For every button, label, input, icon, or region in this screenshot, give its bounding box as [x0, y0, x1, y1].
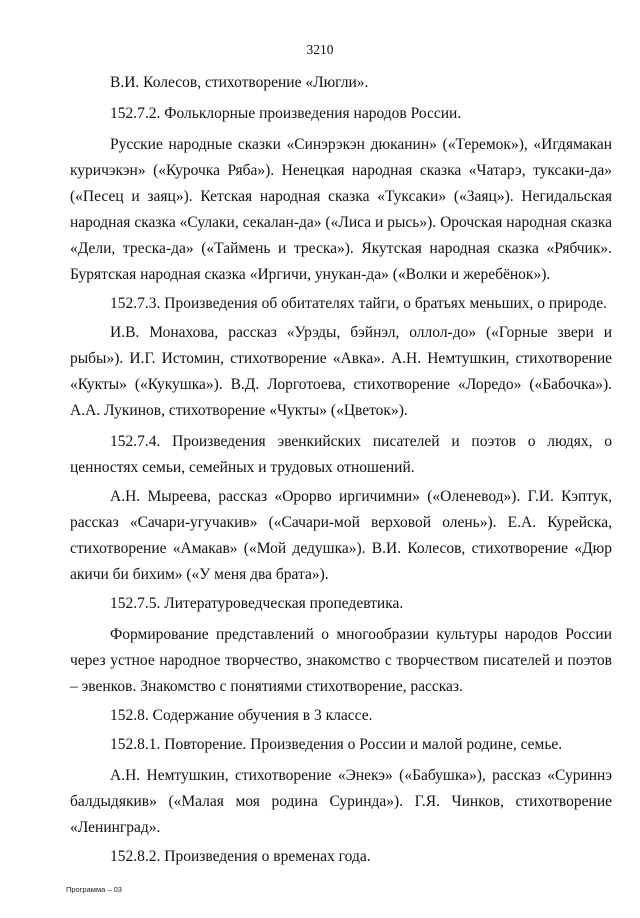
- document-body: [70, 70, 612, 870]
- paragraph-taiga-works: И.В. Монахова, рассказ «Урэды, бэйнэл, оллол-до» («Горные звери и рыбы»). И.Г. Истомин, стихотворение «Авка». А.Н. Немтушкин, стихотворение «Кукты» («Кукушка»). В.Д. Лорготоева, стихотворение «Лоредо» («Бабочка»). А.А. Лукинов, стихотворение «Чукты» («Цветок»).: [70, 324, 612, 419]
- paragraph-homeland-works: А.Н. Немтушкин, стихотворение «Энекэ» («Бабушка»), рассказ «Суриннэ балдыдякив» («Малая моя родина Суринда»). Г.Я. Чинков, стихотворение «Ленинград».: [70, 767, 612, 836]
- page-footer: Программа – 03: [66, 885, 122, 894]
- paragraph-folk-tales: Русские народные сказки «Синэрэкэн дюканин» («Теремок»), «Игдямакан куричэкэн» («Курочка Ряба»). Ненецкая народная сказка «Чатарэ, туксаки-да» («Песец и заяц»). Кетская народная сказка «Туксаки» («Заяц»). Негидальская народная сказка «Сулаки, секалан-да» («Лиса и рысь»). Орочская народная сказка «Дели, треска-да» («Таймень и треска»). Якутская народная сказка «Рябчик». Бурятская народная сказка «Иргичи, унукан-да» («Волки и жеребёнок»).: [70, 136, 612, 283]
- section-heading-152-7-5: 152.7.5. Литературоведческая пропедевтика.: [110, 595, 404, 612]
- paragraph-propaedeutics: Формирование представлений о многообразии культуры народов России через устное народное творчество, знакомство с творчеством писателей и поэтов – эвенков. Знакомство с понятиями стихотворение, рассказ.: [70, 626, 612, 695]
- section-heading-152-8-2: 152.8.2. Произведения о временах года.: [110, 848, 371, 865]
- paragraph-family-works: А.Н. Мыреева, рассказ «Орорво иргичимни» («Оленевод»). Г.И. Кэптук, рассказ «Сачари-угучакив» («Сачари-мой верховой олень»). Е.А. Курейска, стихотворение «Амакав» («Мой дедушка»). В.И. Колесов, стихотворение «Дюр акичи би бихим» («У меня два брата»).: [70, 488, 612, 583]
- section-heading-152-8-1: 152.8.1. Повторение. Произведения о России и малой родине, семье.: [110, 736, 563, 753]
- page-number: 3210: [306, 42, 334, 57]
- section-heading-152-7-2: 152.7.2. Фольклорные произведения народов России.: [110, 105, 462, 122]
- section-heading-152-8: 152.8. Содержание обучения в 3 классе.: [110, 707, 373, 724]
- section-heading-152-7-4: 152.7.4. Произведения эвенкийских писателей и поэтов о людях, о ценностях семьи, семейных и трудовых отношений.: [70, 433, 612, 476]
- section-heading-152-7-3: 152.7.3. Произведения об обитателях тайги, о братьях меньших, о природе.: [110, 295, 607, 312]
- paragraph-author-line: В.И. Колесов, стихотворение «Люгли».: [110, 74, 369, 91]
